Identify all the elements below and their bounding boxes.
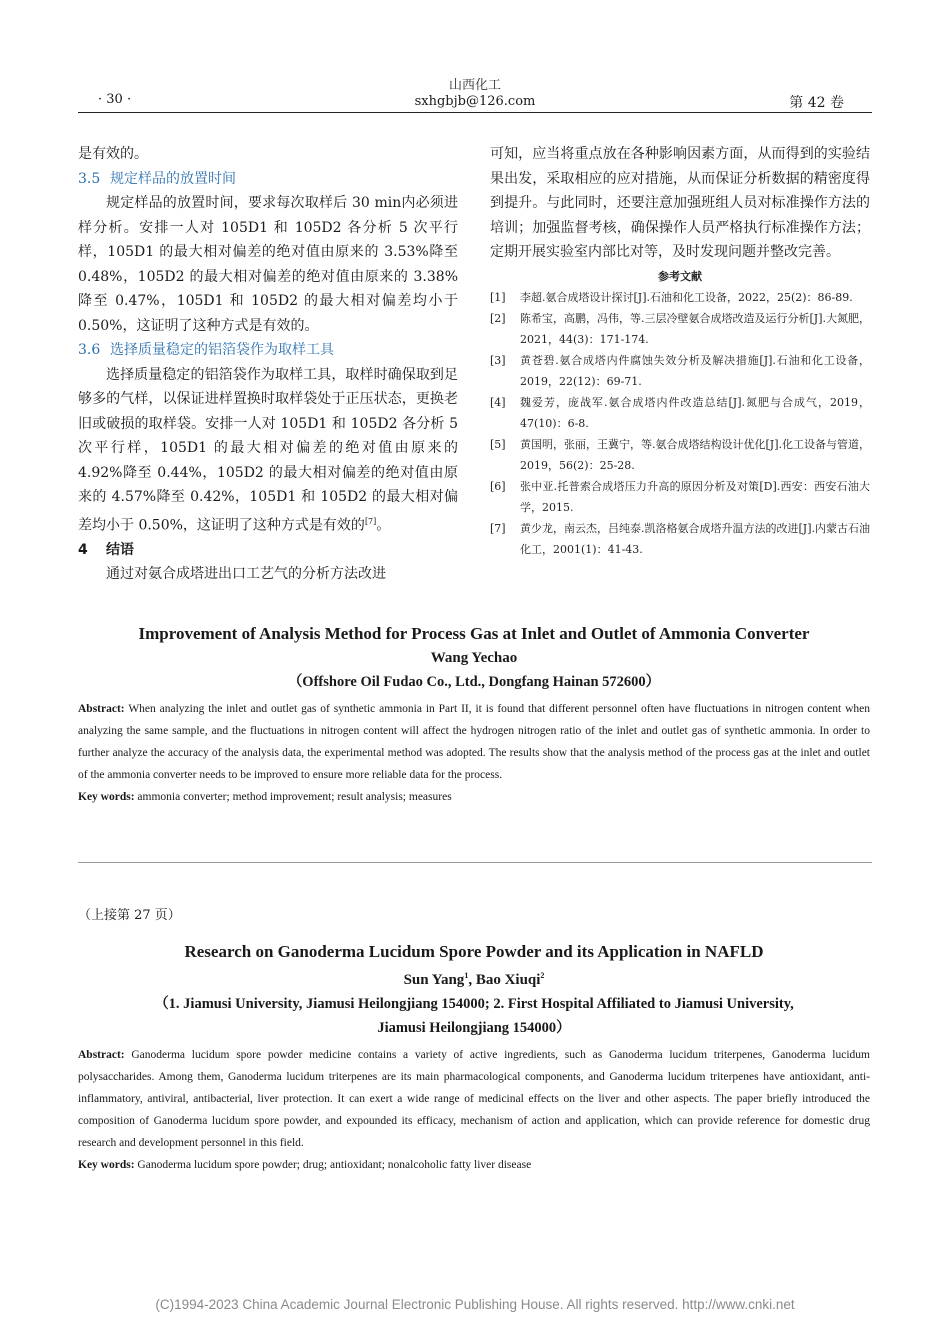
abstract-text: When analyzing the inlet and outlet gas of synthetic ammonia in Part II, it is found that different personnel often have fluctuations in nitrogen content when analyzing the same sample, and the fluctuations in nitrogen content will affect the hydrogen nitrogen ratio of the inlet and outlet gas of synthetic ammonia. In order to further analyze the accuracy of the analysis data, the experimental method was adopted. The results show that the analysis method of the process gas at the inlet and outlet of the ammonia converter needs to be improved to ensure more reliable data for the process. xyxy=(78,703,870,781)
article-affiliation: （1. Jiamusi University, Jiamusi Heilongjiang 154000; 2. First Hospital Affiliated to Jiamusi University, xyxy=(154,996,794,1012)
keywords-label: Key words: xyxy=(78,791,135,803)
reference-item xyxy=(490,287,870,308)
reference-text: 魏爱芳，庞战军.氨合成塔内件改造总结[J].氮肥与合成气，2019，47(10)：6-8. xyxy=(520,395,870,430)
section-number: 3.6 xyxy=(78,342,101,358)
section-title: 结语 xyxy=(106,541,134,558)
section-heading-4 xyxy=(78,538,458,563)
english-abstract-1 xyxy=(78,622,870,808)
section-number: 3.5 xyxy=(78,170,101,187)
continued-note: （上接第 27 页） xyxy=(78,908,181,923)
author-superscript: 1 xyxy=(464,971,469,980)
author-name: , Bao Xiuqi xyxy=(468,972,541,988)
reference-number: [6] xyxy=(490,479,506,493)
article-title: Improvement of Analysis Method for Process Gas at Inlet and Outlet of Ammonia Converter xyxy=(138,624,810,643)
paragraph: 通过对氨合成塔进出口工艺气的分析方法改进 xyxy=(106,566,386,583)
journal-name: 山西化工 xyxy=(448,78,501,93)
keywords-text: ammonia converter; method improvement; result analysis; measures xyxy=(137,791,452,803)
reference-text: 黄少龙，南云杰，吕纯泰.凯洛格氨合成塔升温方法的改进[J].内蒙古石油化工，2001(1)：41-43. xyxy=(520,521,870,556)
article-affiliation: Jiamusi Heilongjiang 154000） xyxy=(377,1020,571,1036)
reference-item xyxy=(490,308,870,350)
abstract-text: Ganoderma lucidum spore powder medicine contains a variety of active ingredients, such as Ganoderma lucidum triterpenes, Ganoderma lucidum polysaccharides. Among them, Ganoderma lucidum triterpenes are its main pharmacological components, and Ganoderma lucidum triterpenes have antioxidant, anti-inflammatory, antiviral, antibacterial, liver protection. It can exert a wide range of medicinal effects on the liver and other aspects. The paper briefly introduced the composition of Ganoderma lucidum spore powder, and expounded its efficacy, mechanism of action and application, which can provide reference for domestic drug research and development personnel in this field. xyxy=(78,1049,870,1149)
references-heading: 参考文献 xyxy=(658,269,702,283)
left-column xyxy=(78,142,458,587)
citation-7[interactable]: [7] xyxy=(364,516,377,526)
reference-text: 黄国明，张丽，王冀宁，等.氨合成塔结构设计优化[J].化工设备与管道，2019，56(2)：25-28. xyxy=(520,437,870,472)
reference-item xyxy=(490,476,870,518)
english-abstract-2 xyxy=(78,940,870,1176)
section-title: 选择质量稳定的铝箔袋作为取样工具 xyxy=(110,342,334,358)
reference-item xyxy=(490,434,870,476)
author-name: Sun Yang xyxy=(403,972,465,988)
reference-item xyxy=(490,350,870,392)
keywords-text: Ganoderma lucidum spore powder; drug; antioxidant; nonalcoholic fatty liver disease xyxy=(137,1159,532,1171)
section-divider xyxy=(78,862,872,863)
reference-text: 陈希宝，高鹏，冯伟，等.三层冷壁氨合成塔改造及运行分析[J].大氮肥，2021，44(3)：171-174. xyxy=(520,311,870,346)
section-heading-3-6 xyxy=(78,338,458,363)
reference-text: 张中亚.托普索合成塔压力升高的原因分析及对策[D].西安：西安石油大学，2015. xyxy=(520,479,870,514)
reference-item xyxy=(490,392,870,434)
reference-list xyxy=(490,287,870,560)
abstract xyxy=(78,1044,870,1154)
article-author: Wang Yechao xyxy=(430,650,518,666)
journal-email[interactable]: sxhgbjb@126.com xyxy=(414,94,536,109)
running-header xyxy=(375,78,575,110)
article-authors xyxy=(78,964,870,992)
reference-text: 李超.氨合成塔设计探讨[J].石油和化工设备，2022，25(2)：86-89. xyxy=(520,290,853,304)
paragraph: 规定样品的放置时间，要求每次取样后 30 min内必须进样分析。安排一人对 105D1 和 105D2 各分析 5 次平行样，105D1 的最大相对偏差的绝对值由原来的 3.53%降至 0.48%，105D2 的最大相对偏差的绝对值由原来的 3.38%降至 0.47%，105D1 和 105D2 的最大相对偏差均小于 0.50%，这证明了这种方式是有效的。 xyxy=(78,195,458,334)
reference-number: [1] xyxy=(490,290,506,304)
page-number: · 30 · xyxy=(98,92,132,107)
reference-number: [3] xyxy=(490,353,506,367)
reference-number: [4] xyxy=(490,395,506,409)
section-title: 规定样品的放置时间 xyxy=(110,170,236,187)
reference-item xyxy=(490,518,870,560)
article-title: Research on Ganoderma Lucidum Spore Powder and its Application in NAFLD xyxy=(184,942,764,961)
paragraph-text: 选择质量稳定的铝箔袋作为取样工具，取样时确保取到足够多的气样，以保证进样置换时取样袋处于正压状态，更换老旧或破损的取样袋。安排一人对 105D1 和 105D2 各分析 5 次平行样，105D1 的最大相对偏差的绝对值由原来的 4.92%降至 0.44%，105D2 的最大相对偏差的绝对值由原来的 4.57%降至 0.42%，105D1 和 105D2 的最大相对偏差均小于 0.50%，这证明了这种方式是有效的 xyxy=(78,366,458,534)
section-heading-3-5 xyxy=(78,167,458,192)
header-rule xyxy=(78,112,872,113)
paragraph-end: 。 xyxy=(376,517,391,534)
paragraph: 可知，应当将重点放在各种影响因素方面，从而得到的实验结果出发，采取相应的应对措施，从而保证分析数据的精密度得到提升。与此同时，还要注意加强班组人员对标准操作方法的培训；加强监督考核，确保操作人员严格执行标准操作方法；定期开展实验室内部比对等，及时发现问题并整改完善。 xyxy=(490,146,870,260)
abstract xyxy=(78,698,870,786)
volume-label: 第 42 卷 xyxy=(789,95,844,111)
right-column xyxy=(490,142,870,560)
keywords xyxy=(78,786,870,808)
abstract-label: Abstract: xyxy=(78,703,125,715)
reference-number: [5] xyxy=(490,437,506,451)
section-number: 4 xyxy=(78,541,88,558)
keywords xyxy=(78,1154,870,1176)
author-superscript: 2 xyxy=(540,971,545,980)
paragraph xyxy=(78,363,458,538)
reference-number: [2] xyxy=(490,311,506,325)
keywords-label: Key words: xyxy=(78,1159,135,1171)
article-affiliation: （Offshore Oil Fudao Co., Ltd., Dongfang Hainan 572600） xyxy=(287,674,661,690)
abstract-label: Abstract: xyxy=(78,1049,125,1061)
reference-text: 黄苍碧.氨合成塔内件腐蚀失效分析及解决措施[J].石油和化工设备，2019，22(12)：69-71. xyxy=(520,353,870,388)
paragraph: 是有效的。 xyxy=(78,146,148,162)
reference-number: [7] xyxy=(490,521,506,535)
copyright-footer: (C)1994-2023 China Academic Journal Electronic Publishing House. All rights reserved. http://www.cnki.net xyxy=(155,1297,795,1312)
